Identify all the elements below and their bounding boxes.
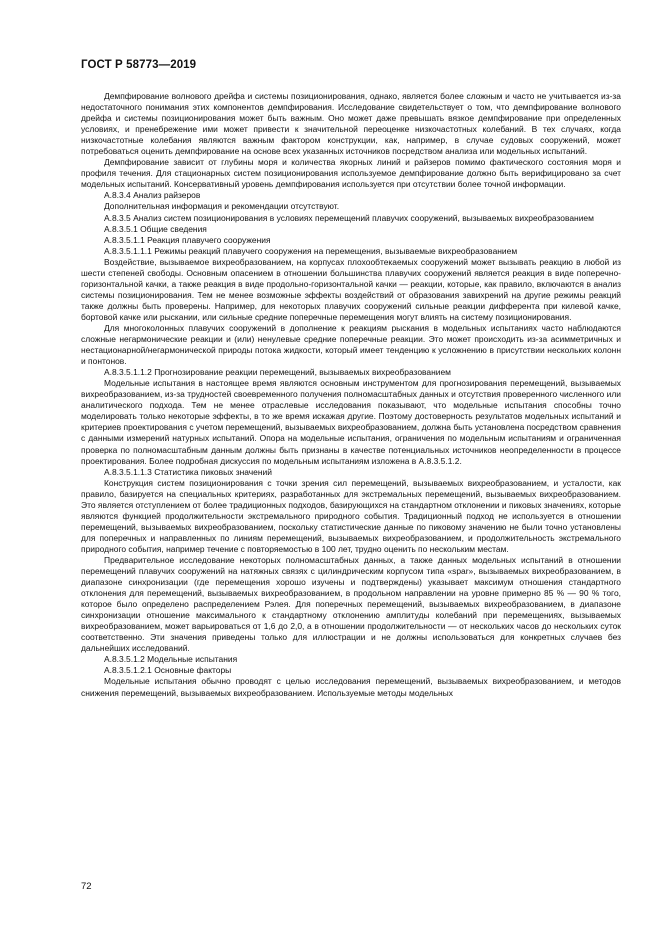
section-heading-a835112: А.8.3.5.1.1.2 Прогнозирование реакции перемещений, вызываемых вихреобразованием	[104, 367, 451, 378]
section-heading-a835: А.8.3.5 Анализ систем позиционирования в условиях перемещений плавучих сооружений, вызываемых вихреобразованием	[104, 212, 594, 223]
section-heading-a835113: А.8.3.5.1.1.3 Статистика пиковых значений	[104, 466, 272, 477]
document-header: ГОСТ Р 58773—2019	[81, 59, 197, 71]
section-heading-a83511: А.8.3.5.1.1 Реакция плавучего сооружения	[104, 234, 271, 245]
paragraph-vortex-impact: Воздействие, вызываемое вихреобразованием, на корпусах плохообтекаемых сооружений может вызывать реакцию в любой из шести степеней свободы. Основным опасением в отношении большинства плавучих сооружений является реакция в виде поперечно-горизонтальной качки, а также реакция в виде продольно-горизонтальной качки — реакции, которые, как правило, включаются в анализ системы позиционирования. Тем не менее возможные эффекты воздействий от образования завихрений на другие режимы реакций также должны быть проверены. Например, для некоторых плавучих сооружений сильные реакции дифферента при килевой качке, бортовой качке или рыскании, или сильные средние поперечные перемещения могут влиять на систему позиционирования.	[81, 256, 621, 322]
paragraph-preliminary-study: Предварительное исследование некоторых полномасштабных данных, а также данных модельных испытаний в отношении перемещений плавучих сооружений на натяжных связях с цилиндрическим корпусом типа «spar», вызываемых вихреобразованием, в диапазоне синхронизации (где перемещения хорошо изучены и подтверждены) указывает максимум отношения стандартного отклонения для перемещений, вызываемых вихреобразованием, в продольном направлении на уровне примерно 85 % — 90 % того, которое было определено распределением Рэлея. Для поперечных перемещений, вызываемых вихреобразованием, в диапазоне синхронизации отношение максимального к стандартному отклонению амплитуды колебаний при перемещениях, вызываемых вихреобразованием, может варьироваться от 1,6 до 2,0, а в отношении продолжительности — от нескольких часов до нескольких суток соответственно. Эти значения приведены только для иллюстрации и не должны использоваться для конкретных случаев без дальнейших исследований.	[81, 554, 621, 654]
paragraph-model-tests-tool: Модельные испытания в настоящее время являются основным инструментом для прогнозирования перемещений, вызываемых вихреобразованием, из-за трудностей своевременного получения полномасштабных данных и отсутствия проверенного численного или аналитического подхода. Тем не менее отраслевые исследования показывают, что модельные испытания способны точно моделировать только некоторые эффекты, в то же время искажая другие. Поэтому достоверность результатов модельных испытаний и критериев проектирования с учетом перемещений, вызываемых вихреобразованием, должна быть установлена посредством сравнения с данными измерений натурных испытаний. Опора на модельные испытания, ограничения по модельным испытаниям и ограниченная проверка по полномасштабным данным должны быть признаны в качестве потенциальных источников неопределенности в процессе проектирования. Более подробная дискуссия по модельным испытаниям изложена в А.8.3.5.1.2.	[81, 378, 621, 466]
paragraph-wave-drift-damping: Демпфирование волнового дрейфа и системы позиционирования, однако, является более сложным и часто не учитывается из-за недостаточного понимания этих компонентов демпфирования. Исследование свидетельствует о том, что демпфирование волнового дрейфа и системы позиционирования может быть важным. Оно может даже превышать вязкое демпфирование при определенных условиях, и пренебрежение ими может привести к значительной переоценке низкочастотных колебаний. В тех случаях, когда низкочастотные колебания являются важным фактором конструкции, как, например, в случае судовых сооружений, может потребоваться оценить демпфирование на основе всех указанных источников посредством анализа или модельных испытаний.	[81, 91, 621, 157]
paragraph-model-tests-purpose: Модельные испытания обычно проводят с целью исследования перемещений, вызываемых вихреобразованием, и методов снижения перемещений, вызываемых вихреобразованием. Используемые методы модельных	[81, 676, 621, 698]
section-heading-a835121: А.8.3.5.1.2.1 Основные факторы	[104, 665, 232, 676]
paragraph-multicolumn: Для многоколонных плавучих сооружений в дополнение к реакциям рыскания в модельных испытаниях часто наблюдаются сложные негармонические реакции и (или) ненулевые средние поперечные реакции. Это может происходить из-за асимметричных и нестационарной/негармонической природы потока жидкости, который имеет тенденцию к усложнению в присутствии нескольких колонн и понтонов.	[81, 322, 621, 367]
paragraph-damping-depth: Демпфирование зависит от глубины моря и количества якорных линий и райзеров помимо фактического состояния моря и профиля течения. Для стационарных систем позиционирования используемое демпфирование должно быть верифицировано за счет модельных испытаний. Консервативный уровень демпфирования используется при отсутствии более точной информации.	[81, 157, 621, 190]
page-number: 72	[81, 881, 92, 892]
paragraph-no-info: Дополнительная информация и рекомендации отсутствуют.	[104, 201, 340, 212]
paragraph-design-criteria: Конструкция систем позиционирования с точки зрения сил перемещений, вызываемых вихреобразованием, и усталости, как правило, базируется на специальных критериях, разработанных для экстремальных перемещений, вызываемых вихреобразованием. Это является отступлением от более традиционных подходов, базирующихся на стандартном отклонении и пиковых значениях, которые являются функцией продолжительности экстремального природного события. Традиционный подход не используется в отношении перемещений, вызываемых вихреобразованием, поскольку статистические данные по пиковому значению не были точно установлены для поперечных и направленных по линиям перемещений, вызываемых вихреобразованием, и продолжительность экстремального природного события, например течение с повторяемостью в 100 лет, трудно оценить по нескольким местам.	[81, 477, 621, 554]
section-heading-a834: А.8.3.4 Анализ райзеров	[104, 190, 201, 201]
section-heading-a835111: А.8.3.5.1.1.1 Режимы реакций плавучего сооружения на перемещения, вызываемые вихреобразованием	[104, 245, 518, 256]
document-body	[81, 91, 621, 699]
section-heading-a8351: А.8.3.5.1 Общие сведения	[104, 223, 207, 234]
section-heading-a83512: А.8.3.5.1.2 Модельные испытания	[104, 654, 238, 665]
